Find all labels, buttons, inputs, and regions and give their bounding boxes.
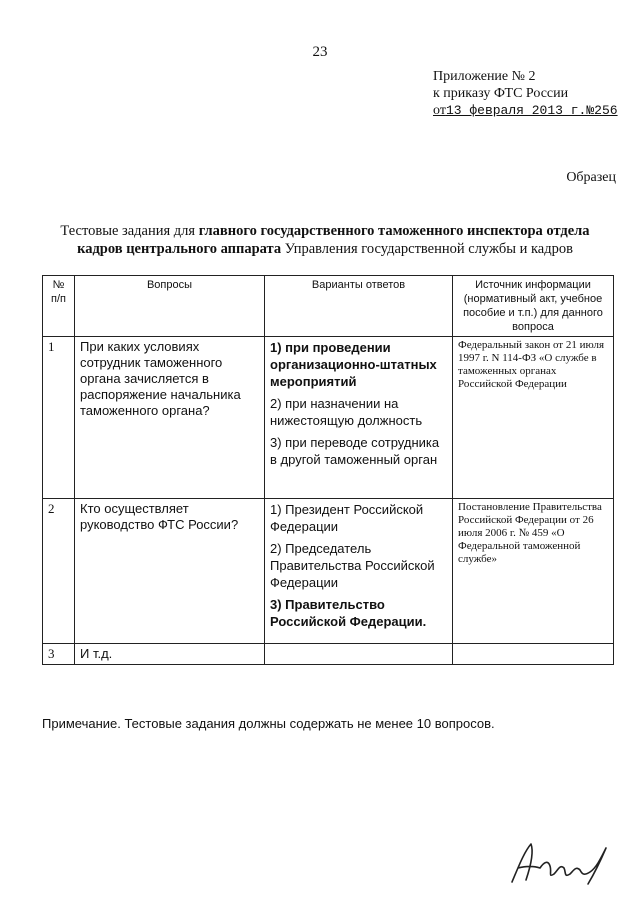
answer-option: 1) при проведении организационно-штатных мероприятий <box>270 340 437 389</box>
table-header-row <box>43 276 614 337</box>
answer-option: 1) Президент Российской Федерации <box>270 502 424 534</box>
answer-option: 3) при переводе сотрудника в другой таможенный орган <box>270 435 440 467</box>
header-source: Источник информации (нормативный акт, учебное пособие и т.п.) для данного вопроса <box>453 276 614 337</box>
table-row <box>43 337 614 499</box>
row-number: 3 <box>43 644 75 665</box>
header-answers: Варианты ответов <box>265 276 453 337</box>
answers-cell <box>265 644 453 665</box>
row-number: 1 <box>43 337 75 499</box>
answers-cell <box>265 337 453 499</box>
appendix-header <box>433 68 618 119</box>
appendix-title: Приложение № 2 <box>433 69 536 84</box>
source-cell: Федеральный закон от 21 июля 1997 г. N 114-ФЗ «О службе в таможенных органах Российской Федерации <box>453 337 614 499</box>
title-part-2: главного государственного таможенного инспектора отдела кадров центрального аппарата <box>77 223 590 257</box>
signature-image <box>504 838 616 890</box>
appendix-order-date <box>433 102 618 119</box>
header-questions: Вопросы <box>75 276 265 337</box>
appendix-date-value: 13 февраля 2013 г.№256 <box>445 103 618 118</box>
answer-option: 3) Правительство Российской Федерации. <box>270 597 427 629</box>
appendix-order-ref: к приказу ФТС России <box>433 86 569 101</box>
table-row <box>43 499 614 644</box>
question-cell: Кто осуществляет руководство ФТС России? <box>75 499 265 644</box>
sample-label: Образец <box>566 170 616 185</box>
title-part-1: Тестовые задания для <box>60 223 199 239</box>
appendix-date-prefix: от <box>433 103 446 118</box>
document-title <box>40 222 610 258</box>
question-cell: И т.д. <box>75 644 265 665</box>
answer-option: 2) Председатель Правительства Российской Федерации <box>270 541 435 590</box>
table-row <box>43 644 614 665</box>
header-num: № п/п <box>43 276 75 337</box>
question-cell: При каких условиях сотрудник таможенного органа зачисляется в распоряжение начальника таможенного органа? <box>75 337 265 499</box>
row-number: 2 <box>43 499 75 644</box>
answers-cell <box>265 499 453 644</box>
source-cell <box>453 644 614 665</box>
test-tasks-table <box>42 275 614 665</box>
answer-option: 2) при назначении на нижестоящую должность <box>270 396 423 428</box>
title-part-3: Управления государственной службы и кадров <box>281 241 573 257</box>
footnote: Примечание. Тестовые задания должны содержать не менее 10 вопросов. <box>42 716 495 731</box>
page-number: 23 <box>312 44 328 60</box>
source-cell: Постановление Правительства Российской Федерации от 26 июля 2006 г. № 459 «О Федеральной таможенной службе» <box>453 499 614 644</box>
